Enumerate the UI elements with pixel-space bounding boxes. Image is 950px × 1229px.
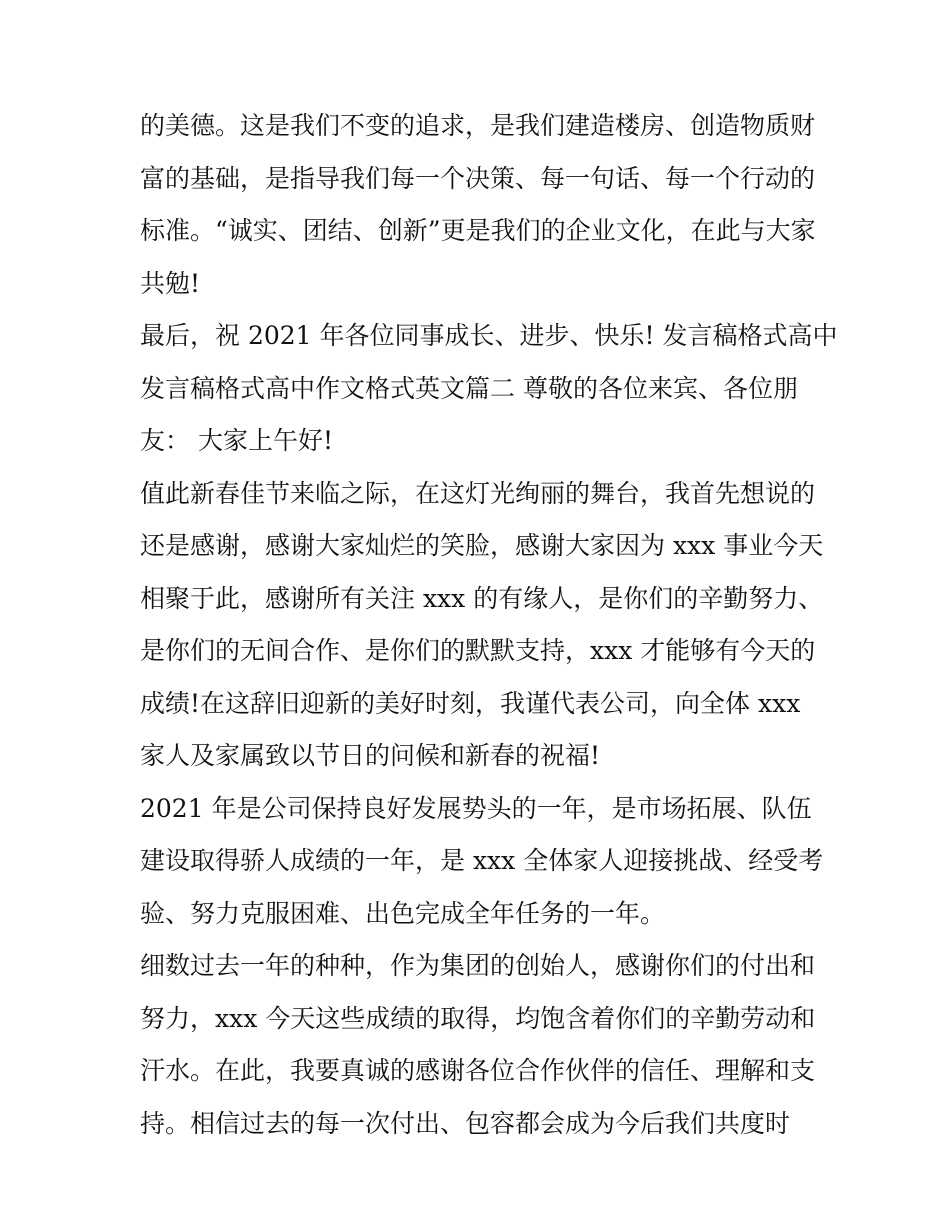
text-line: 2021 年是公司保持良好发展势头的一年，是市场拓展、队伍 <box>140 793 812 823</box>
text-line: 发言稿格式高中作文格式英文篇二 尊敬的各位来宾、各位朋 <box>140 373 798 403</box>
text-line: 标准。“诚实、团结、创新”更是我们的企业文化，在此与大家 <box>140 216 816 245</box>
text-line: 持。相信过去的每一次付出、包容都会成为今后我们共度时 <box>140 1108 791 1138</box>
document-body <box>140 100 838 1150</box>
text-line: 相聚于此，感谢所有关注 xxx 的有缘人，是你们的辛勤努力、 <box>140 583 824 613</box>
text-line: 细数过去一年的种种，作为集团的创始人，感谢你们的付出和 <box>140 951 816 980</box>
text-line: 还是感谢，感谢大家灿烂的笑脸，感谢大家因为 xxx 事业今天 <box>140 531 824 560</box>
text-line: 家人及家属致以节日的问候和新春的祝福! <box>140 741 601 770</box>
text-line: 汗水。在此，我要真诚的感谢各位合作伙伴的信任、理解和支 <box>140 1056 816 1085</box>
text-line: 值此新春佳节来临之际，在这灯光绚丽的舞台，我首先想说的 <box>140 478 816 508</box>
text-line: 富的基础，是指导我们每一个决策、每一句话、每一个行动的 <box>140 163 816 193</box>
text-line: 努力，xxx 今天这些成绩的取得，均饱含着你们的辛勤劳动和 <box>140 1003 816 1033</box>
text-line: 最后，祝 2021 年各位同事成长、进步、快乐! 发言稿格式高中 <box>140 321 838 350</box>
text-line: 的美德。这是我们不变的追求，是我们建造楼房、创造物质财 <box>140 111 816 140</box>
text-line: 验、努力克服困难、出色完成全年任务的一年。 <box>140 898 666 928</box>
text-line: 建设取得骄人成绩的一年，是 xxx 全体家人迎接挑战、经受考 <box>140 846 824 875</box>
text-line: 成绩!在这辞旧迎新的美好时刻，我谨代表公司，向全体 xxx <box>140 688 801 718</box>
text-line: 是你们的无间合作、是你们的默默支持，xxx 才能够有今天的 <box>140 636 816 665</box>
text-line: 共勉! <box>140 268 201 298</box>
text-line: 友： 大家上午好! <box>140 426 333 455</box>
